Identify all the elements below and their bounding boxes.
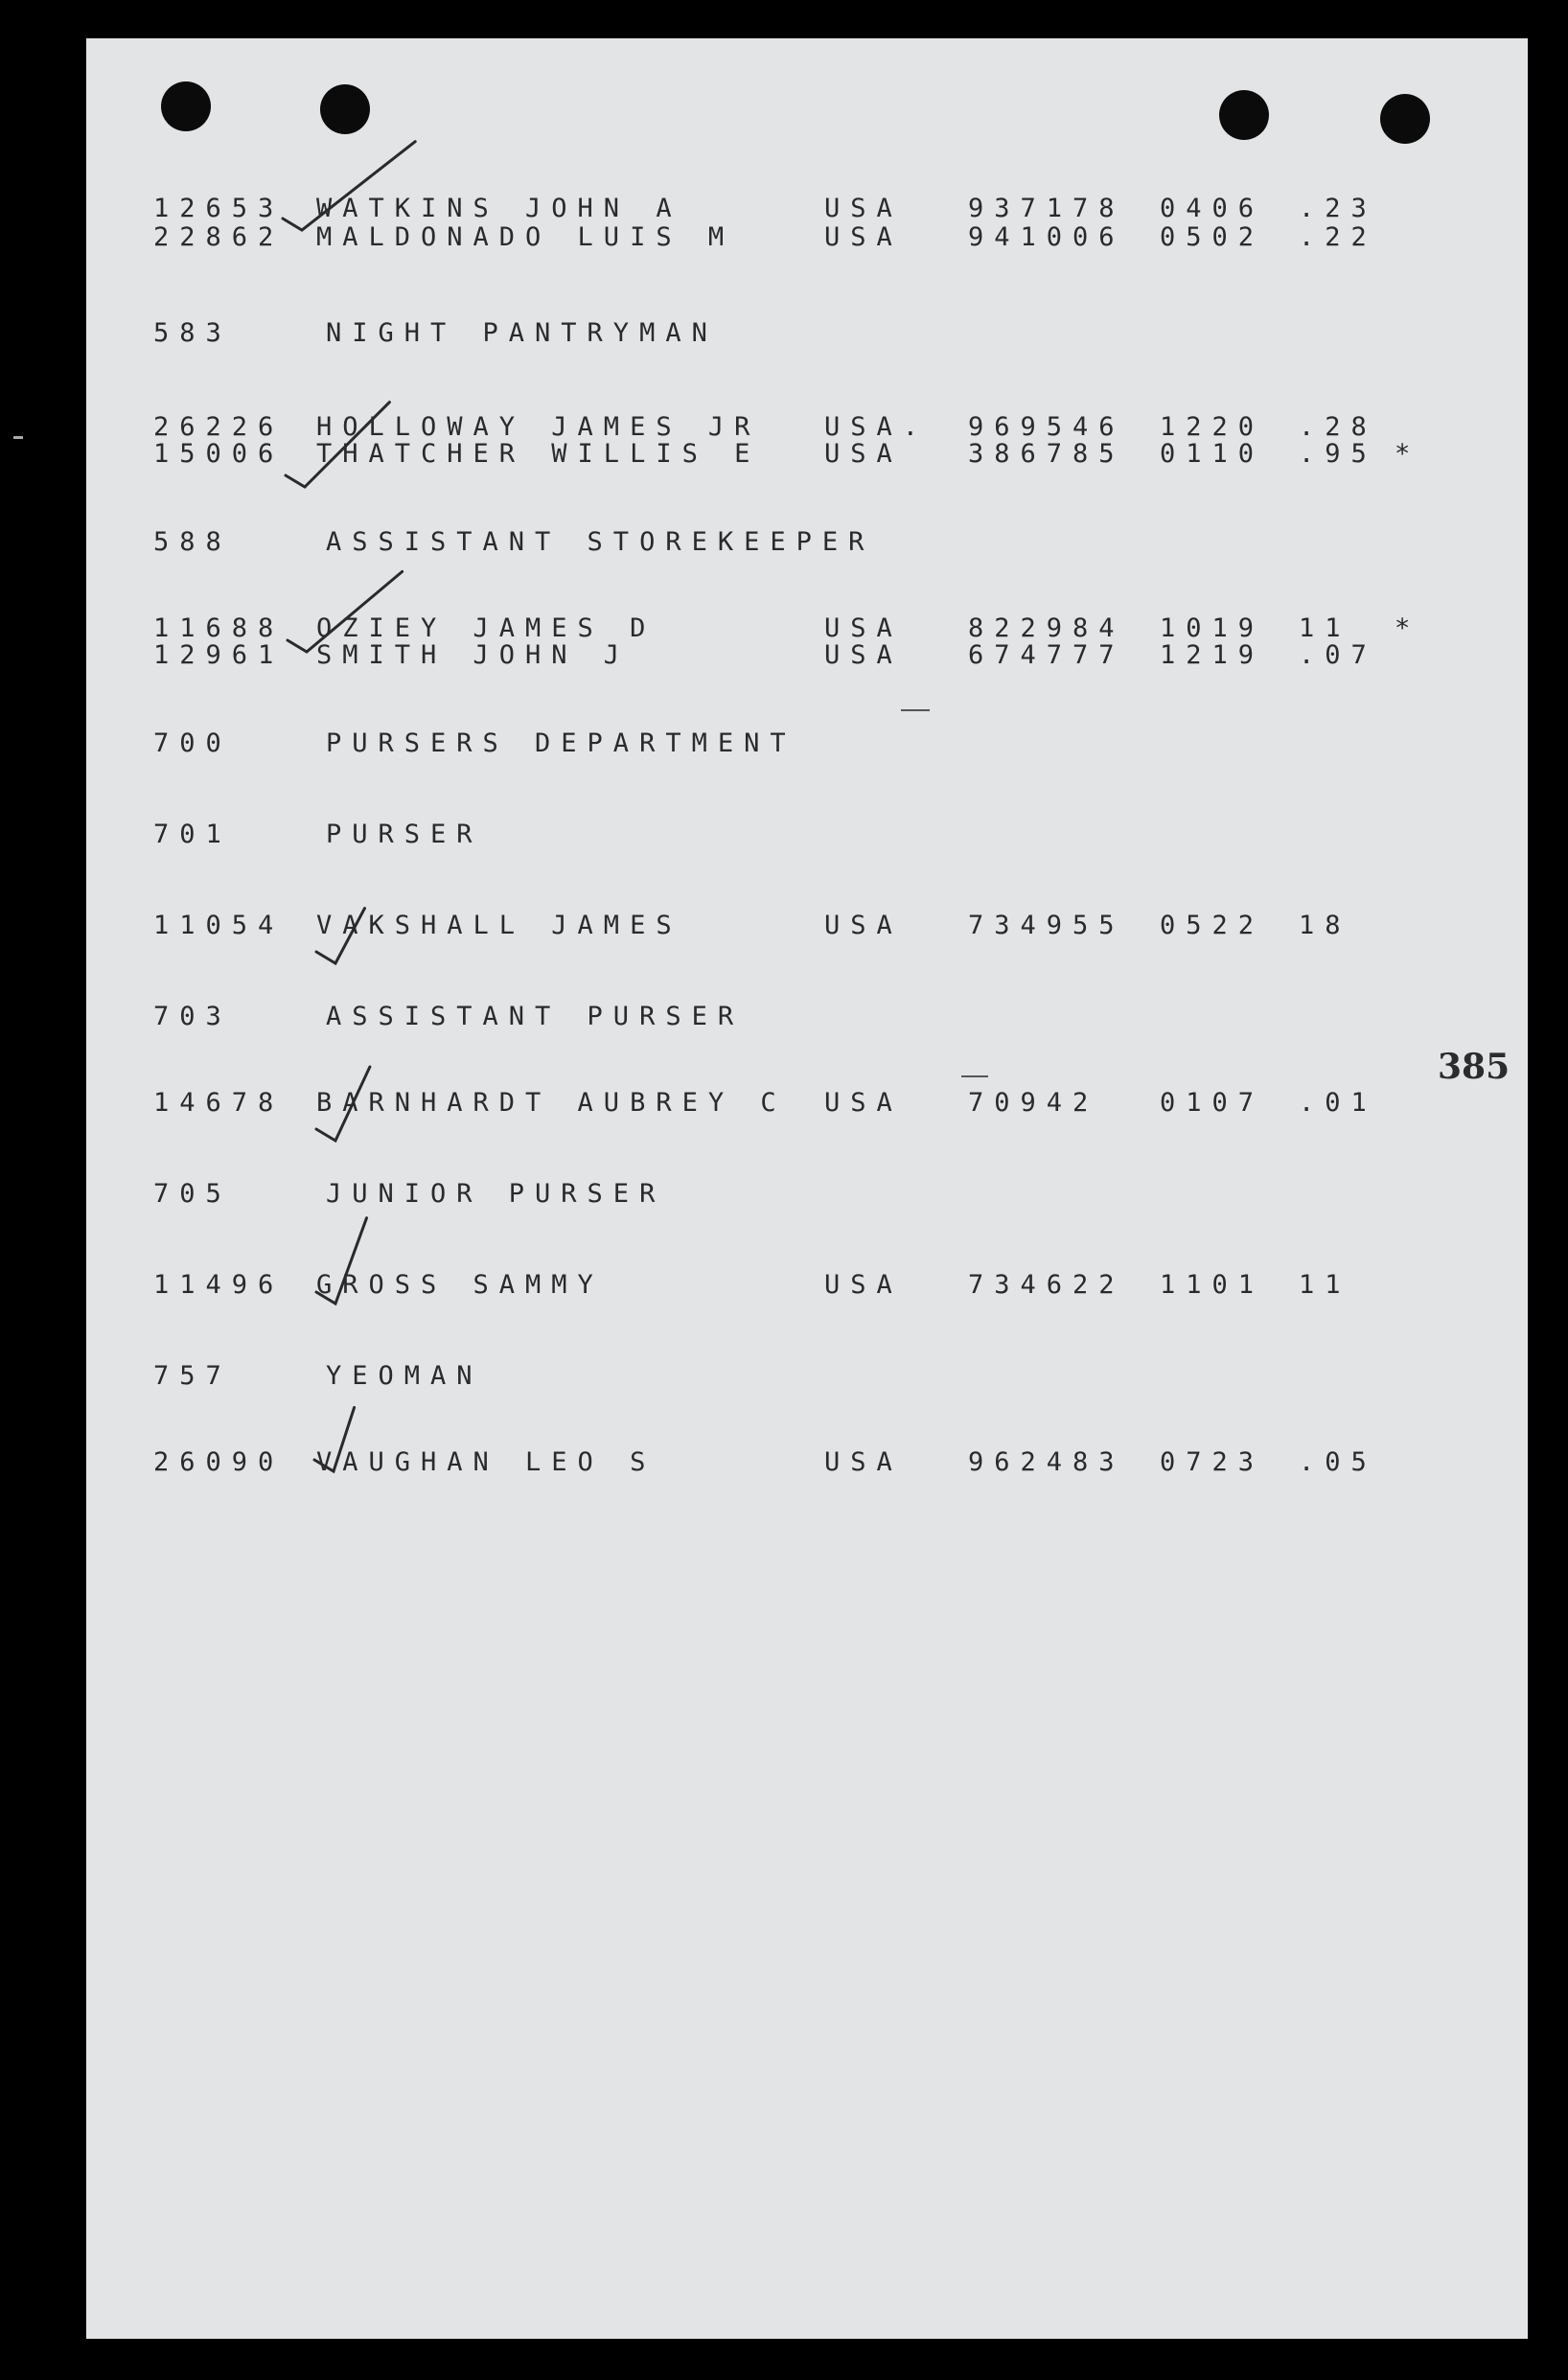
document-number: 969546 <box>968 412 1125 442</box>
crew-name: MALDONADO LUIS M <box>316 222 735 252</box>
nationality: USA <box>824 1447 903 1477</box>
section-code: 705 <box>153 1179 232 1209</box>
date-code: 0502 <box>1160 222 1265 252</box>
nationality: USA <box>824 222 903 252</box>
stray-mark <box>961 1075 988 1077</box>
document-number: 734955 <box>968 911 1125 940</box>
value-code: .23 <box>1299 194 1377 223</box>
section-title: JUNIOR PURSER <box>326 1179 666 1209</box>
date-code: 0522 <box>1160 911 1265 940</box>
date-code: 0107 <box>1160 1088 1265 1118</box>
section-title: PURSER <box>326 820 483 849</box>
crew-number: 26090 <box>153 1447 285 1477</box>
check-mark-icon <box>316 1208 460 1323</box>
crew-name: VAKSHALL JAMES <box>316 911 682 940</box>
date-code: 0110 <box>1160 439 1265 469</box>
crew-number: 11688 <box>153 613 285 643</box>
check-mark-icon <box>283 134 427 249</box>
value-code: .28 <box>1299 412 1377 442</box>
crew-number: 11496 <box>153 1270 285 1300</box>
section-title: ASSISTANT STOREKEEPER <box>326 527 875 557</box>
nationality: USA <box>824 194 903 223</box>
section-code: 757 <box>153 1361 232 1391</box>
asterisk-mark: * <box>1395 613 1421 643</box>
edge-mark <box>13 436 23 439</box>
document-number: 962483 <box>968 1447 1125 1477</box>
value-code: 18 <box>1299 911 1351 940</box>
date-code: 0406 <box>1160 194 1265 223</box>
crew-number: 12653 <box>153 194 285 223</box>
nationality: USA <box>824 439 903 469</box>
nationality: USA <box>824 1270 903 1300</box>
crew-name: BARNHARDT AUBREY C <box>316 1088 787 1118</box>
punch-hole <box>320 84 370 134</box>
crew-number: 11054 <box>153 911 285 940</box>
crew-name: WATKINS JOHN A <box>316 194 682 223</box>
value-code: 11 <box>1299 1270 1351 1300</box>
value-code: .22 <box>1299 222 1377 252</box>
check-mark-icon <box>316 867 460 982</box>
crew-name: THATCHER WILLIS E <box>316 439 761 469</box>
check-mark-icon <box>286 391 429 506</box>
date-code: 1220 <box>1160 412 1265 442</box>
document-number: 70942 <box>968 1088 1099 1118</box>
document-number: 822984 <box>968 613 1125 643</box>
stray-mark <box>901 709 930 711</box>
value-code: .05 <box>1299 1447 1377 1477</box>
page-number-stamp: 385 <box>1438 1047 1510 1087</box>
section-code: 701 <box>153 820 232 849</box>
crew-name: OZIEY JAMES D <box>316 613 657 643</box>
crew-number: 14678 <box>153 1088 285 1118</box>
value-code: 11 <box>1299 613 1351 643</box>
check-mark-icon <box>288 556 431 671</box>
section-code: 700 <box>153 728 232 758</box>
crew-number: 22862 <box>153 222 285 252</box>
check-mark-icon <box>316 1045 460 1160</box>
section-code: 703 <box>153 1002 232 1031</box>
section-title: PURSERS DEPARTMENT <box>326 728 796 758</box>
document-number: 674777 <box>968 640 1125 670</box>
value-code: .95 <box>1299 439 1377 469</box>
document-number: 941006 <box>968 222 1125 252</box>
section-code: 588 <box>153 527 232 557</box>
punch-hole <box>161 81 211 131</box>
section-title: YEOMAN <box>326 1361 483 1391</box>
crew-name: GROSS SAMMY <box>316 1270 604 1300</box>
date-code: 0723 <box>1160 1447 1265 1477</box>
section-title: NIGHT PANTRYMAN <box>326 318 718 348</box>
punch-hole <box>1380 94 1430 144</box>
document-page <box>86 38 1528 2339</box>
nationality: USA <box>824 911 903 940</box>
crew-number: 15006 <box>153 439 285 469</box>
nationality: USA <box>824 640 903 670</box>
document-number: 734622 <box>968 1270 1125 1300</box>
crew-name: VAUGHAN LEO S <box>316 1447 657 1477</box>
check-mark-icon <box>314 1375 458 1490</box>
date-code: 1101 <box>1160 1270 1265 1300</box>
nationality: USA <box>824 1088 903 1118</box>
nationality: USA. <box>824 412 930 442</box>
value-code: .07 <box>1299 640 1377 670</box>
asterisk-mark: * <box>1395 439 1421 469</box>
date-code: 1219 <box>1160 640 1265 670</box>
crew-number: 12961 <box>153 640 285 670</box>
crew-name: HOLLOWAY JAMES JR <box>316 412 761 442</box>
crew-name: SMITH JOHN J <box>316 640 631 670</box>
section-code: 583 <box>153 318 232 348</box>
document-number: 937178 <box>968 194 1125 223</box>
nationality: USA <box>824 613 903 643</box>
punch-hole <box>1219 90 1269 140</box>
value-code: .01 <box>1299 1088 1377 1118</box>
document-number: 386785 <box>968 439 1125 469</box>
date-code: 1019 <box>1160 613 1265 643</box>
section-title: ASSISTANT PURSER <box>326 1002 745 1031</box>
crew-number: 26226 <box>153 412 285 442</box>
